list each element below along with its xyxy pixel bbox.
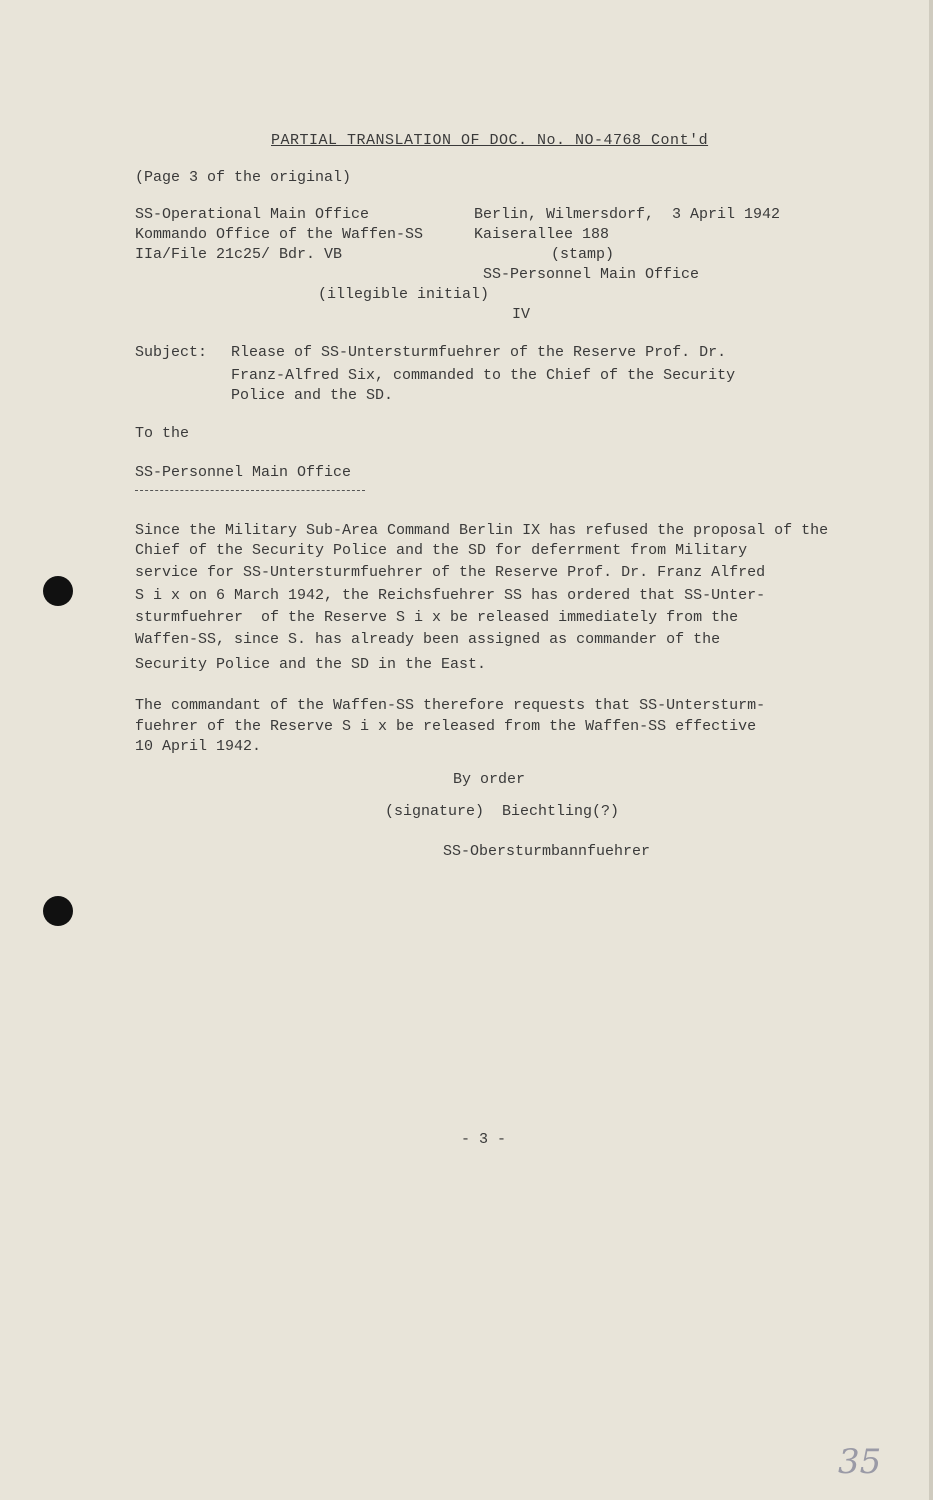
header-left-line-1: SS-Operational Main Office [135,206,370,223]
header-right-date: Berlin, Wilmersdorf, 3 April 1942 [474,206,781,223]
roman-numeral: IV [512,306,531,323]
header-right-stamp: (stamp) [551,246,615,263]
header-left-line-2: Kommando Office of the Waffen-SS [135,226,424,243]
illegible-initial: (illegible initial) [318,286,490,303]
subject-line-2: Franz-Alfred Six, commanded to the Chief of the Security [231,367,736,384]
header-right-office: SS-Personnel Main Office [483,266,700,283]
body-para1-line-3: service for SS-Untersturmfuehrer of the Reserve Prof. Dr. Franz Alfred [135,564,766,581]
header-left-line-3: IIa/File 21c25/ Bdr. VB [135,246,343,263]
punch-hole-top [43,576,73,606]
body-para1-line-4: S i x on 6 March 1942, the Reichsfuehrer SS has ordered that SS-Unter- [135,587,766,604]
body-para2-line-3: 10 April 1942. [135,738,262,755]
body-para2-line-2: fuehrer of the Reserve S i x be released from the Waffen-SS effective [135,718,757,735]
handwritten-page-number: 35 [838,1442,882,1482]
signature-line: (signature) Biechtling(?) [385,803,620,820]
body-para2-line-1: The commandant of the Waffen-SS therefore requests that SS-Untersturm- [135,697,766,714]
by-order: By order [453,771,526,788]
subject-line-3: Police and the SD. [231,387,394,404]
punch-hole-bottom [43,896,73,926]
recipient-underline [135,490,365,491]
body-para1-line-6: Waffen-SS, since S. has already been assigned as commander of the [135,631,721,648]
header-right-address: Kaiserallee 188 [474,226,610,243]
body-para1-line-5: sturmfuehrer of the Reserve S i x be released immediately from the [135,609,739,626]
body-para1-line-2: Chief of the Security Police and the SD for deferrment from Military [135,542,748,559]
document-title: PARTIAL TRANSLATION OF DOC. No. NO-4768 Cont'd [271,132,709,149]
subject-line-1: Rlease of SS-Untersturmfuehrer of the Reserve Prof. Dr. [231,344,727,361]
body-para1-line-1: Since the Military Sub-Area Command Berlin IX has refused the proposal of the [135,522,829,539]
recipient: SS-Personnel Main Office [135,464,352,481]
to-the: To the [135,425,190,442]
signatory-rank: SS-Obersturmbannfuehrer [443,843,651,860]
page-number: - 3 - [461,1131,507,1148]
page-edge [929,0,933,1500]
subject-label: Subject: [135,344,208,361]
page-note: (Page 3 of the original) [135,169,352,186]
body-para1-line-7: Security Police and the SD in the East. [135,656,487,673]
